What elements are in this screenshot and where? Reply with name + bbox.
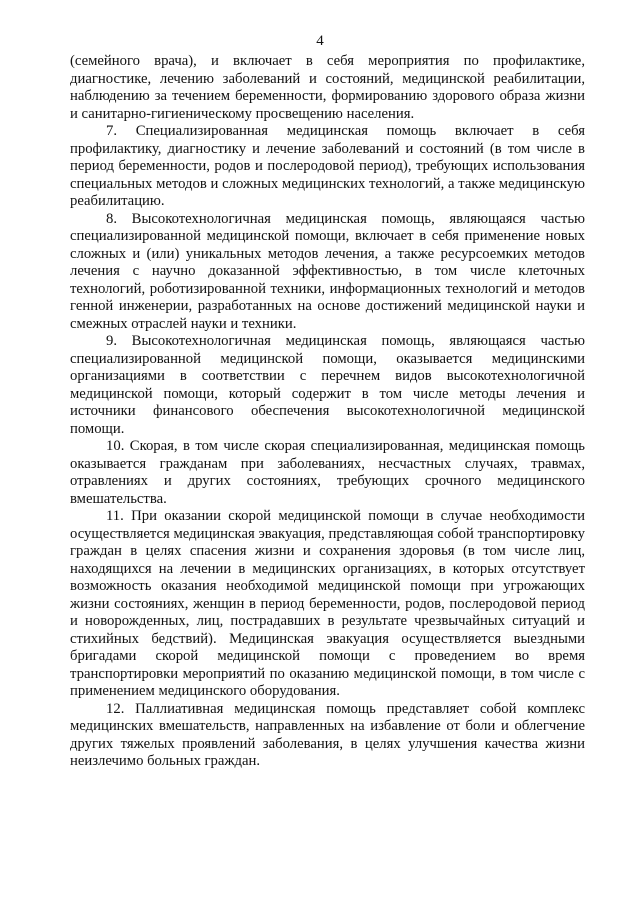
- paragraph-8: 8. Высокотехнологичная медицинская помощь, являющаяся частью специализированной медицинской помощи, включает в себя применение новых сложных и (или) уникальных методов лечения, а также ресурсоемких методов лечения с научно доказанной эффективностью, в том числе клеточных технологий, роботизированной техники, информационных технологий и методов генной инженерии, разработанных на основе достижений медицинской науки и смежных отраслей науки и техники.: [70, 210, 585, 332]
- paragraph-11: 11. При оказании скорой медицинской помощи в случае необходимости осуществляется медицинская эвакуация, представляющая собой транспортировку граждан в целях спасения жизни и сохранения здоровья (в том числе лиц, находящихся на лечении в медицинских организациях, в которых отсутствует возможность оказания необходимой медицинской помощи при угрожающих жизни состояниях, женщин в период беременности, родов, послеродовой период и новорожденных, лиц, пострадавших в результате чрезвычайных ситуаций и стихийных бедствий). Медицинская эвакуация осуществляется выездными бригадами скорой медицинской помощи с проведением во время транспортировки мероприятий по оказанию медицинской помощи, в том числе с применением медицинского оборудования.: [70, 508, 585, 699]
- paragraph-7: 7. Специализированная медицинская помощь включает в себя профилактику, диагностику и лечение заболеваний и состояний (в том числе в период беременности, родов и послеродовой период), требующих использования специальных методов и сложных медицинских технологий, а также медицинскую реабилитацию.: [70, 123, 585, 209]
- paragraph-12: 12. Паллиативная медицинская помощь представляет собой комплекс медицинских вмешательств, направленных на избавление от боли и облегчение других тяжелых проявлений заболевания, в целях улучшения качества жизни неизлечимо больных граждан.: [70, 700, 585, 769]
- paragraph-9: 9. Высокотехнологичная медицинская помощь, являющаяся частью специализированной медицинской помощи, оказывается медицинскими организациями в соответствии с перечнем видов высокотехнологичной медицинской помощи, который содержит в том числе методы лечения и источники финансового обеспечения высокотехнологичной медицинской помощи.: [70, 333, 585, 437]
- document-body: [70, 53, 585, 771]
- paragraph-continuation: (семейного врача), и включает в себя мероприятия по профилактике, диагностике, лечению заболеваний и состояний, медицинской реабилитации, наблюдению за течением беременности, формированию здорового образа жизни и санитарно-гигиеническому просвещению населения.: [70, 53, 585, 122]
- paragraph-10: 10. Скорая, в том числе скорая специализированная, медицинская помощь оказывается гражданам при заболеваниях, несчастных случаях, травмах, отравлениях и других состояниях, требующих срочного медицинского вмешательства.: [70, 438, 585, 507]
- page-number: 4: [316, 33, 324, 49]
